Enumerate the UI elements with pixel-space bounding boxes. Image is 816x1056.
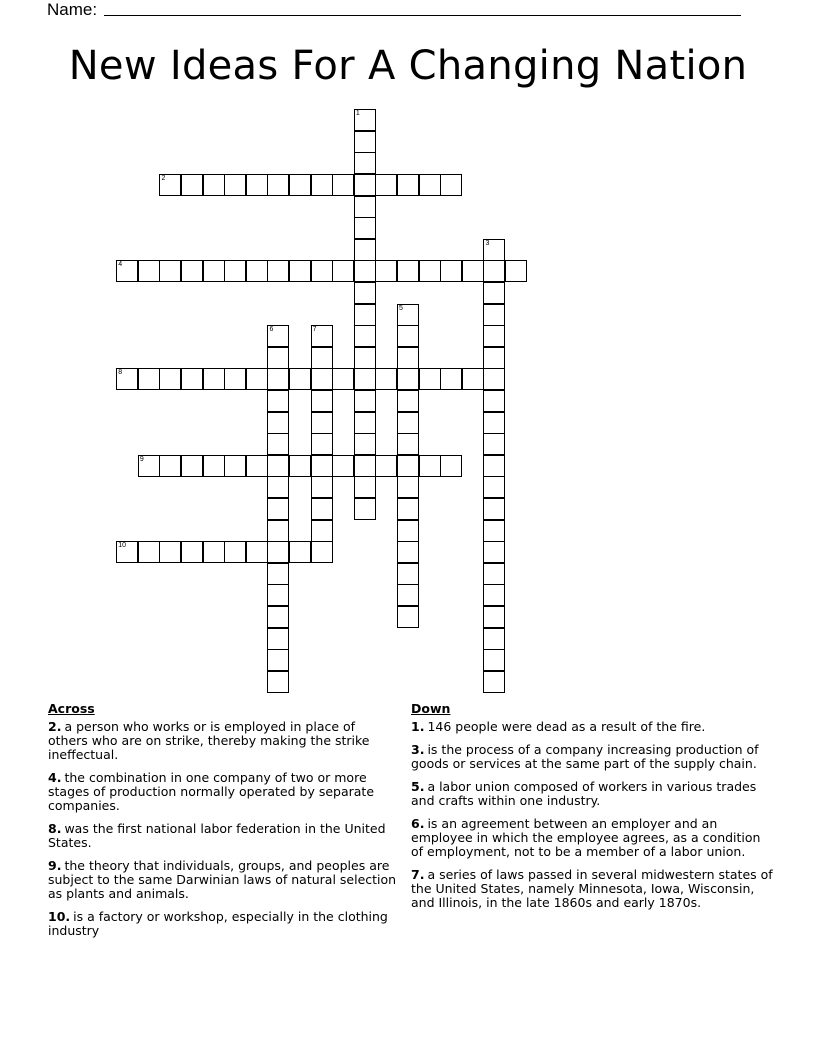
clue-text: 146 people were dead as a result of the fire.: [427, 719, 706, 734]
crossword-cell[interactable]: [354, 498, 376, 520]
page-title: New Ideas For A Changing Nation: [68, 43, 748, 89]
crossword-cell[interactable]: [483, 476, 505, 498]
crossword-cell[interactable]: [181, 260, 203, 282]
crossword-cell[interactable]: [246, 174, 268, 196]
crossword-cell[interactable]: [397, 174, 419, 196]
clue-number: 10.: [48, 909, 71, 924]
crossword-cell[interactable]: [289, 174, 311, 196]
crossword-cell[interactable]: [311, 174, 333, 196]
crossword-cell[interactable]: [419, 368, 441, 390]
crossword-cell[interactable]: [397, 498, 419, 520]
crossword-cell[interactable]: [397, 455, 419, 477]
clue-text: a person who works or is employed in place of others who are on strike, thereby making the strike ineffectual.: [48, 719, 370, 762]
crossword-cell[interactable]: [397, 368, 419, 390]
crossword-cell[interactable]: [354, 260, 376, 282]
crossword-cell[interactable]: [116, 260, 138, 282]
crossword-cell[interactable]: [203, 541, 225, 563]
crossword-cell[interactable]: [311, 390, 333, 412]
crossword-cell[interactable]: [354, 109, 376, 131]
clue-text: the combination in one company of two or more stages of production normally operated by separate companies.: [48, 770, 375, 813]
crossword-cell[interactable]: [267, 455, 289, 477]
crossword-cell[interactable]: [419, 174, 441, 196]
crossword-cell[interactable]: [462, 260, 484, 282]
crossword-cell[interactable]: [483, 498, 505, 520]
crossword-cell[interactable]: [311, 368, 333, 390]
crossword-cell[interactable]: [483, 239, 505, 261]
crossword-cell[interactable]: [354, 152, 376, 174]
crossword-cell[interactable]: [267, 541, 289, 563]
crossword-cell[interactable]: [397, 325, 419, 347]
clue-across-2: [48, 720, 398, 762]
down-heading: Down: [411, 701, 451, 716]
crossword-cell[interactable]: [354, 433, 376, 455]
crossword-cell[interactable]: [483, 390, 505, 412]
crossword-cell[interactable]: [203, 368, 225, 390]
crossword-cell[interactable]: [440, 260, 462, 282]
crossword-cell[interactable]: [440, 455, 462, 477]
crossword-cell[interactable]: [397, 541, 419, 563]
crossword-cell[interactable]: [116, 368, 138, 390]
crossword-cell[interactable]: [181, 455, 203, 477]
cell-number: 2: [161, 175, 166, 183]
clue-text: the theory that individuals, groups, and peoples are subject to the same Darwinian laws of natural selection as plants and animals.: [48, 858, 397, 901]
crossword-cell[interactable]: [397, 390, 419, 412]
crossword-cell[interactable]: [354, 347, 376, 369]
clue-number: 7.: [411, 867, 425, 882]
crossword-cell[interactable]: [267, 412, 289, 434]
crossword-cell[interactable]: [311, 498, 333, 520]
crossword-cell[interactable]: [116, 541, 138, 563]
crossword-cell[interactable]: [267, 476, 289, 498]
crossword-cell[interactable]: [289, 541, 311, 563]
crossword-cell[interactable]: [267, 584, 289, 606]
crossword-cell[interactable]: [311, 347, 333, 369]
crossword-cell[interactable]: [354, 368, 376, 390]
crossword-cell[interactable]: [375, 368, 397, 390]
crossword-cell[interactable]: [224, 368, 246, 390]
clue-text: a labor union composed of workers in various trades and crafts within one industry.: [411, 779, 757, 808]
cell-number: 1: [355, 110, 360, 118]
crossword-cell[interactable]: [181, 368, 203, 390]
crossword-cell[interactable]: [224, 174, 246, 196]
crossword-cell[interactable]: [332, 455, 354, 477]
crossword-cell[interactable]: [267, 563, 289, 585]
crossword-cell[interactable]: [397, 606, 419, 628]
crossword-cell[interactable]: [397, 476, 419, 498]
crossword-cell[interactable]: [440, 368, 462, 390]
cell-number: 10: [118, 542, 127, 550]
clue-number: 9.: [48, 858, 62, 873]
crossword-cell[interactable]: [462, 368, 484, 390]
crossword-cell[interactable]: [311, 476, 333, 498]
crossword-cell[interactable]: [159, 174, 181, 196]
crossword-cell[interactable]: [267, 174, 289, 196]
crossword-cell[interactable]: [311, 260, 333, 282]
crossword-cell[interactable]: [419, 260, 441, 282]
clue-down-1: [411, 720, 776, 734]
crossword-cell[interactable]: [311, 412, 333, 434]
clue-number: 6.: [411, 816, 425, 831]
crossword-cell[interactable]: [289, 368, 311, 390]
crossword-cell[interactable]: [483, 541, 505, 563]
crossword-cell[interactable]: [397, 304, 419, 326]
crossword-cell[interactable]: [397, 412, 419, 434]
crossword-cell[interactable]: [138, 455, 160, 477]
clue-across-9: [48, 859, 398, 901]
clue-text: is an agreement between an employer and an employee in which the employee agrees, as a condition of employment, not to be a member of a labor union.: [411, 816, 761, 859]
crossword-cell[interactable]: [397, 433, 419, 455]
crossword-cell[interactable]: [483, 433, 505, 455]
crossword-cell[interactable]: [354, 304, 376, 326]
clue-text: is a factory or workshop, especially in the clothing industry: [48, 909, 388, 938]
crossword-cell[interactable]: [483, 304, 505, 326]
crossword-cell[interactable]: [159, 260, 181, 282]
crossword-cell[interactable]: [483, 325, 505, 347]
clue-number: 8.: [48, 821, 62, 836]
crossword-cell[interactable]: [267, 347, 289, 369]
crossword-cell[interactable]: [267, 606, 289, 628]
crossword-cell[interactable]: [375, 455, 397, 477]
clue-number: 1.: [411, 719, 425, 734]
crossword-cell[interactable]: [332, 260, 354, 282]
crossword-cell[interactable]: [505, 260, 527, 282]
crossword-cell[interactable]: [203, 455, 225, 477]
clue-across-10: [48, 910, 398, 938]
crossword-cell[interactable]: [267, 498, 289, 520]
crossword-cell[interactable]: [483, 584, 505, 606]
crossword-cell[interactable]: [246, 260, 268, 282]
crossword-cell[interactable]: [181, 174, 203, 196]
crossword-cell[interactable]: [311, 455, 333, 477]
crossword-cell[interactable]: [440, 174, 462, 196]
crossword-cell[interactable]: [138, 541, 160, 563]
clue-down-7: [411, 868, 776, 910]
crossword-cell[interactable]: [483, 628, 505, 650]
crossword-cell[interactable]: [354, 196, 376, 218]
clue-text: a series of laws passed in several midwestern states of the United States, namely Minnesota, Iowa, Wisconsin, and Illinois, in the late 1860s and early 1870s.: [411, 867, 773, 910]
crossword-cell[interactable]: [246, 541, 268, 563]
crossword-cell[interactable]: [354, 476, 376, 498]
cell-number: 6: [269, 326, 274, 334]
crossword-cell[interactable]: [138, 368, 160, 390]
crossword-cell[interactable]: [289, 260, 311, 282]
crossword-cell[interactable]: [397, 584, 419, 606]
clue-across-8: [48, 822, 398, 850]
clue-number: 2.: [48, 719, 62, 734]
crossword-cell[interactable]: [159, 368, 181, 390]
crossword-cell[interactable]: [267, 390, 289, 412]
crossword-cell[interactable]: [397, 520, 419, 542]
crossword-cell[interactable]: [311, 520, 333, 542]
across-clues: [48, 702, 398, 947]
clue-text: was the first national labor federation in the United States.: [48, 821, 386, 850]
crossword-cell[interactable]: [203, 174, 225, 196]
crossword-cell[interactable]: [311, 541, 333, 563]
crossword-cell[interactable]: [354, 174, 376, 196]
crossword-cell[interactable]: [483, 347, 505, 369]
crossword-cell[interactable]: [311, 433, 333, 455]
crossword-cell[interactable]: [483, 260, 505, 282]
crossword-cell[interactable]: [483, 520, 505, 542]
crossword-cell[interactable]: [332, 368, 354, 390]
clue-down-6: [411, 817, 776, 859]
crossword-cell[interactable]: [267, 433, 289, 455]
name-label: Name:: [47, 0, 98, 19]
crossword-cell[interactable]: [267, 671, 289, 693]
crossword-cell[interactable]: [483, 671, 505, 693]
crossword-cell[interactable]: [246, 455, 268, 477]
crossword-cell[interactable]: [397, 563, 419, 585]
down-clues: [411, 702, 776, 919]
crossword-cell[interactable]: [311, 325, 333, 347]
cell-number: 5: [399, 304, 403, 312]
crossword-cell[interactable]: [354, 412, 376, 434]
crossword-cell[interactable]: [159, 455, 181, 477]
crossword-cell[interactable]: [267, 325, 289, 347]
crossword-cell[interactable]: [483, 282, 505, 304]
crossword-cell[interactable]: [354, 325, 376, 347]
across-heading: Across: [48, 701, 95, 716]
crossword-cell[interactable]: [267, 649, 289, 671]
crossword-cell[interactable]: [397, 347, 419, 369]
crossword-cell[interactable]: [483, 368, 505, 390]
crossword-cell[interactable]: [483, 606, 505, 628]
crossword-cell[interactable]: [483, 455, 505, 477]
crossword-cell[interactable]: [375, 174, 397, 196]
cell-number: 8: [118, 369, 123, 377]
crossword-cell[interactable]: [483, 649, 505, 671]
clue-across-4: [48, 771, 398, 813]
crossword-cell[interactable]: [203, 260, 225, 282]
crossword-cell[interactable]: [224, 260, 246, 282]
crossword-cell[interactable]: [397, 260, 419, 282]
clue-number: 4.: [48, 770, 62, 785]
clue-down-3: [411, 743, 776, 771]
crossword-cell[interactable]: [289, 455, 311, 477]
crossword-cell[interactable]: [483, 563, 505, 585]
crossword-cell[interactable]: [354, 239, 376, 261]
crossword-cell[interactable]: [354, 390, 376, 412]
crossword-cell[interactable]: [138, 260, 160, 282]
crossword-cell[interactable]: [354, 217, 376, 239]
crossword-cell[interactable]: [159, 541, 181, 563]
crossword-cell[interactable]: [267, 260, 289, 282]
crossword-cell[interactable]: [419, 455, 441, 477]
cell-number: 7: [312, 326, 317, 334]
cell-number: 3: [485, 239, 490, 247]
clue-text: is the process of a company increasing production of goods or services at the same part of the supply chain.: [411, 742, 759, 771]
crossword-cell[interactable]: [224, 541, 246, 563]
crossword-cell[interactable]: [267, 520, 289, 542]
crossword-cell[interactable]: [332, 174, 354, 196]
clue-down-5: [411, 780, 776, 808]
crossword-cell[interactable]: [267, 628, 289, 650]
crossword-cell[interactable]: [224, 455, 246, 477]
clue-number: 5.: [411, 779, 425, 794]
cell-number: 4: [118, 261, 123, 269]
clue-number: 3.: [411, 742, 425, 757]
crossword-cell[interactable]: [354, 131, 376, 153]
crossword-cell[interactable]: [246, 368, 268, 390]
crossword-cell[interactable]: [354, 455, 376, 477]
crossword-cell[interactable]: [483, 412, 505, 434]
crossword-cell[interactable]: [375, 260, 397, 282]
cell-number: 9: [139, 455, 144, 463]
crossword-cell[interactable]: [267, 368, 289, 390]
crossword-cell[interactable]: [354, 282, 376, 304]
crossword-cell[interactable]: [181, 541, 203, 563]
